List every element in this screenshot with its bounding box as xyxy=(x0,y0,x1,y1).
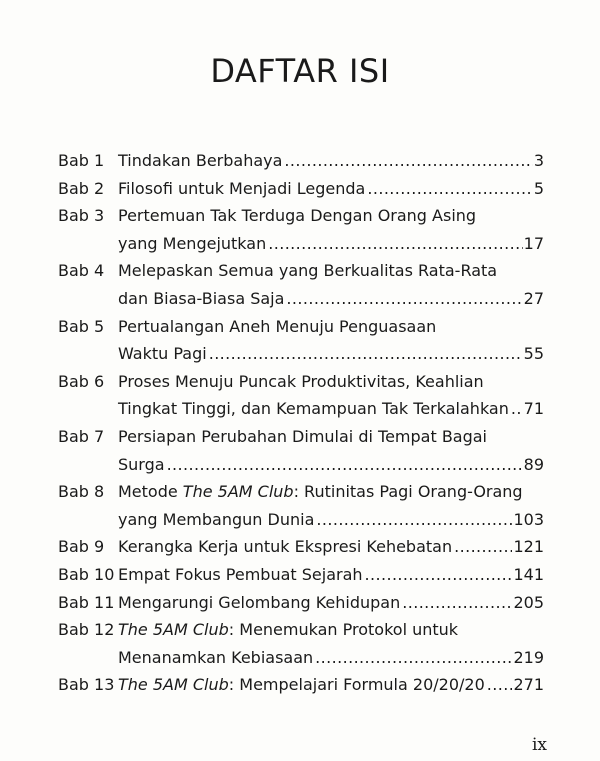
page-reference: 71 xyxy=(523,399,544,419)
page-reference: 219 xyxy=(513,647,544,667)
toc-entry[interactable] xyxy=(58,257,544,312)
chapter-label: Bab 8 xyxy=(58,482,105,502)
toc-text-segment: yang Mengejutkan xyxy=(118,233,267,253)
page-reference: 121 xyxy=(513,537,544,557)
chapter-label: Bab 10 xyxy=(58,564,115,584)
page-reference: 17 xyxy=(523,233,544,253)
chapter-title-end xyxy=(118,230,266,258)
dot-leader xyxy=(402,589,512,617)
page-reference: 103 xyxy=(513,509,544,529)
page-title: DAFTAR ISI xyxy=(210,52,390,90)
chapter-leader-line xyxy=(118,451,544,479)
toc-entry[interactable] xyxy=(58,561,544,589)
chapter-title-line: Persiapan Perubahan Dimulai di Tempat Bagai xyxy=(118,426,487,446)
toc-text-segment: : Rutinitas Pagi Orang-Orang xyxy=(293,482,523,502)
chapter-leader-line xyxy=(118,230,544,258)
chapter-label: Bab 3 xyxy=(58,206,105,226)
chapter-title-end xyxy=(118,147,282,175)
chapter-leader-line xyxy=(118,533,544,561)
chapter-leader-line xyxy=(118,395,544,423)
dot-leader xyxy=(286,285,522,313)
page-reference: 271 xyxy=(513,675,544,695)
chapter-leader-line xyxy=(118,175,544,203)
chapter-leader-line xyxy=(118,285,544,313)
toc-text-segment: Empat Fokus Pembuat Sejarah xyxy=(118,564,363,584)
toc-text-segment: : Mempelajari Formula 20/20/20 xyxy=(228,675,485,695)
toc-text-segment: Filosofi untuk Menjadi Legenda xyxy=(118,178,366,198)
chapter-label: Bab 12 xyxy=(58,620,115,640)
page-reference: 55 xyxy=(523,344,544,364)
chapter-title-end xyxy=(118,340,207,368)
page-reference: 3 xyxy=(533,151,544,170)
dot-leader xyxy=(511,395,523,423)
chapter-label: Bab 11 xyxy=(58,592,115,612)
toc-text-segment: Surga xyxy=(118,454,165,474)
chapter-leader-line xyxy=(118,147,544,175)
toc-entry[interactable] xyxy=(58,368,544,423)
toc-text-segment: Tingkat Tinggi, dan Kemampuan Tak Terkalahkan xyxy=(118,399,509,419)
chapter-title-line: Pertemuan Tak Terduga Dengan Orang Asing xyxy=(118,206,477,226)
page-reference: 205 xyxy=(513,592,544,612)
chapter-label: Bab 5 xyxy=(58,316,105,336)
chapter-title-end xyxy=(118,589,400,617)
chapter-title-end xyxy=(118,395,509,423)
chapter-leader-line xyxy=(118,340,544,368)
toc-text-segment: Waktu Pagi xyxy=(118,344,207,364)
toc-entry[interactable] xyxy=(58,147,544,175)
chapter-label: Bab 9 xyxy=(58,537,105,557)
chapter-label: Bab 7 xyxy=(58,426,105,446)
chapter-title-line xyxy=(118,616,544,644)
chapter-title-line: Proses Menuju Puncak Produktivitas, Keahlian xyxy=(118,371,484,391)
toc-text-segment: Tindakan Berbahaya xyxy=(118,151,283,170)
dot-leader xyxy=(365,561,513,589)
chapter-label: Bab 6 xyxy=(58,371,105,391)
toc-entry[interactable] xyxy=(58,313,544,368)
chapter-leader-line xyxy=(118,589,544,617)
toc-entry[interactable] xyxy=(58,202,544,257)
dot-leader xyxy=(209,340,523,368)
page-reference: 89 xyxy=(523,454,544,474)
toc-entry[interactable] xyxy=(58,175,544,203)
toc-text-segment: The 5AM Club xyxy=(182,482,294,502)
toc-text-segment: Kerangka Kerja untuk Ekspresi Kehebatan xyxy=(118,537,453,557)
chapter-leader-line xyxy=(118,506,544,534)
chapter-title-line xyxy=(118,478,544,506)
dot-leader xyxy=(316,506,512,534)
dot-leader xyxy=(167,451,523,479)
page-reference: 141 xyxy=(513,564,544,584)
dot-leader xyxy=(487,671,513,699)
chapter-leader-line xyxy=(118,561,544,589)
chapter-title-end xyxy=(118,451,165,479)
toc-entry[interactable] xyxy=(58,616,544,671)
dot-leader xyxy=(315,644,512,672)
toc-text-segment: dan Biasa-Biasa Saja xyxy=(118,288,285,308)
toc-text-segment: The 5AM Club xyxy=(118,675,229,695)
chapter-title-line: Melepaskan Semua yang Berkualitas Rata-Rata xyxy=(118,261,498,281)
toc-text-segment: : Menemukan Protokol untuk xyxy=(228,620,459,640)
dot-leader xyxy=(284,147,532,175)
dot-leader xyxy=(268,230,522,258)
chapter-leader-line xyxy=(118,671,544,699)
toc-entry[interactable] xyxy=(58,589,544,617)
toc-text-segment: Mengarungi Gelombang Kehidupan xyxy=(118,592,401,612)
chapter-title-end xyxy=(118,533,452,561)
toc-entry[interactable] xyxy=(58,671,544,699)
chapter-label: Bab 13 xyxy=(58,675,115,695)
chapter-title-end xyxy=(118,506,314,534)
dot-leader xyxy=(454,533,512,561)
chapter-title-line: Pertualangan Aneh Menuju Penguasaan xyxy=(118,316,437,336)
chapter-label: Bab 4 xyxy=(58,261,105,281)
toc-entry[interactable] xyxy=(58,423,544,478)
page-reference: 5 xyxy=(533,178,544,198)
chapter-title-end xyxy=(118,561,363,589)
chapter-title-end xyxy=(118,175,365,203)
toc-text-segment: The 5AM Club xyxy=(118,620,229,640)
toc-text-segment: Metode xyxy=(118,482,183,502)
chapter-label: Bab 2 xyxy=(58,178,105,198)
toc-text-segment: Menanamkan Kebiasaan xyxy=(118,647,314,667)
chapter-title-end xyxy=(118,285,284,313)
toc-entry[interactable] xyxy=(58,478,544,533)
chapter-title-end xyxy=(118,671,485,699)
dot-leader xyxy=(367,175,532,203)
page-reference: 27 xyxy=(523,288,544,308)
toc-text-segment: yang Membangun Dunia xyxy=(118,509,315,529)
chapter-label: Bab 1 xyxy=(58,151,105,170)
page-number: ix xyxy=(532,735,548,755)
chapter-leader-line xyxy=(118,644,544,672)
toc-entry[interactable] xyxy=(58,533,544,561)
chapter-title-end xyxy=(118,644,313,672)
table-of-contents xyxy=(58,147,544,699)
